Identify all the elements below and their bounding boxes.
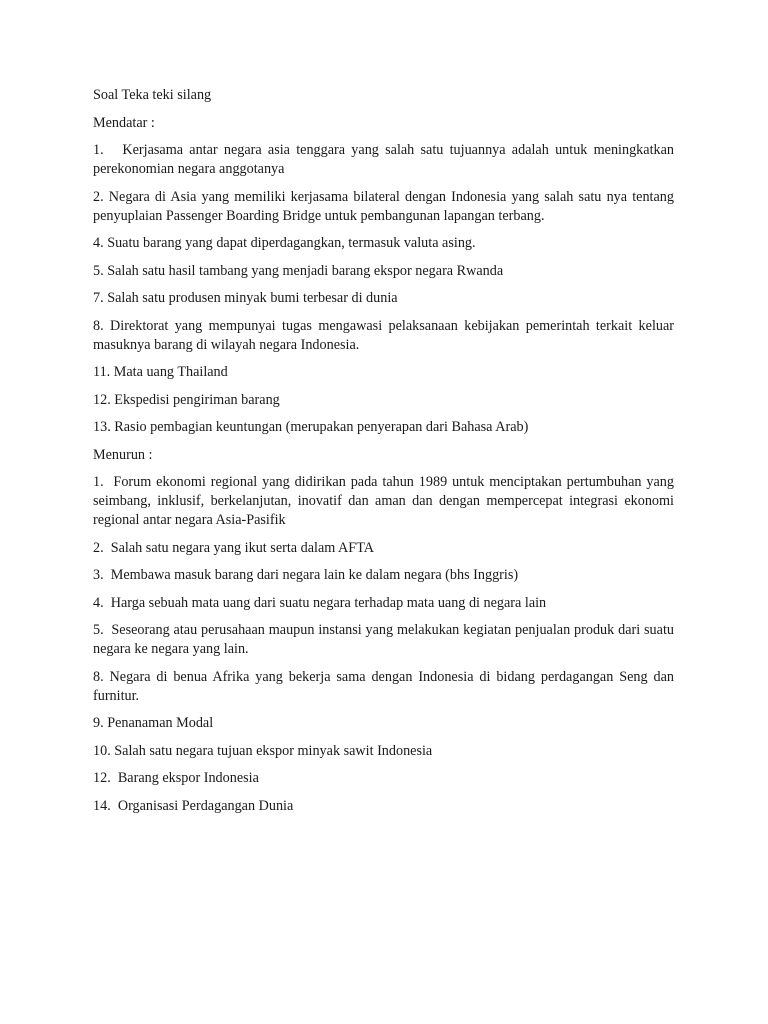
document-page: [93, 86, 678, 824]
clue-item: 1. Kerjasama antar negara asia tenggara yang salah satu tujuannya adalah untuk meningkatkan perekonomian negara anggotanya: [93, 142, 678, 177]
clue-item: 5. Seseorang atau perusahaan maupun instansi yang melakukan kegiatan penjualan produk dari suatu negara ke negara yang lain.: [93, 622, 678, 657]
clue-item: 8. Direktorat yang mempunyai tugas mengawasi pelaksanaan kebijakan pemerintah terkait keluar masuknya barang di wilayah negara Indonesia.: [93, 317, 678, 353]
clue-item: 3. Membawa masuk barang dari negara lain ke dalam negara (bhs Inggris): [93, 567, 519, 583]
section-heading-menurun: Menurun :: [93, 446, 153, 463]
clue-item: 9. Penanaman Modal: [93, 715, 214, 731]
clue-list-mendatar: [93, 141, 678, 437]
clue-item: 1. Forum ekonomi regional yang didirikan pada tahun 1989 untuk menciptakan pertumbuhan yang seimbang, inklusif, berkelanjutan, inovatif dan aman dan dengan mempercepat integrasi ekonomi regional antar negara Asia-Pasifik: [93, 474, 678, 528]
clue-list-menurun: [93, 473, 678, 816]
clue-item: 10. Salah satu negara tujuan ekspor minyak sawit Indonesia: [93, 742, 433, 759]
clue-item: 14. Organisasi Perdagangan Dunia: [93, 797, 294, 814]
clue-item: 8. Negara di benua Afrika yang bekerja sama dengan Indonesia di bidang perdagangan Seng dan furnitur.: [93, 668, 678, 704]
section-heading-mendatar: Mendatar :: [93, 114, 155, 131]
clue-item: 2. Negara di Asia yang memiliki kerjasama bilateral dengan Indonesia yang salah satu nya tentang penyuplaian Passenger Boarding Bridge untuk pembangunan lapangan terbang.: [93, 188, 678, 224]
clue-item: 12. Barang ekspor Indonesia: [93, 770, 259, 786]
clue-item: 4. Suatu barang yang dapat diperdagangkan, termasuk valuta asing.: [93, 235, 476, 251]
clue-item: 7. Salah satu produsen minyak bumi terbesar di dunia: [93, 290, 398, 306]
clue-item: 2. Salah satu negara yang ikut serta dalam AFTA: [93, 539, 374, 556]
clue-item: 5. Salah satu hasil tambang yang menjadi barang ekspor negara Rwanda: [93, 262, 504, 279]
clue-item: 12. Ekspedisi pengiriman barang: [93, 391, 280, 408]
document-title: Soal Teka teki silang: [93, 87, 212, 103]
clue-item: 4. Harga sebuah mata uang dari suatu negara terhadap mata uang di negara lain: [93, 594, 547, 611]
clue-item: 11. Mata uang Thailand: [93, 364, 228, 380]
clue-item: 13. Rasio pembagian keuntungan (merupakan penyerapan dari Bahasa Arab): [93, 419, 529, 435]
